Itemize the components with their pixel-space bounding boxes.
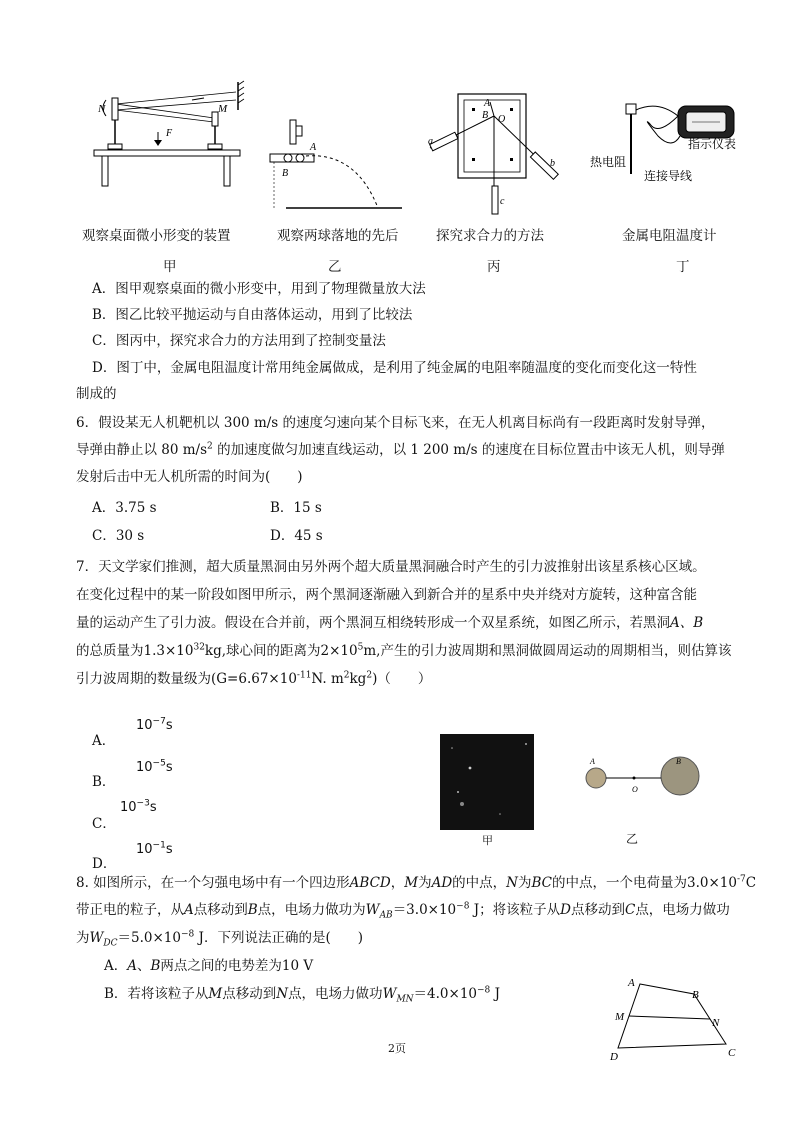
q7-line1: 7．天文学家们推测，超大质量黑洞由另外两个超大质量黑洞融合时产生的引力波推射出该星系核心区域。 [76, 559, 706, 575]
label-o-point: O [498, 114, 506, 125]
q7-option-b-letter: B． [92, 774, 116, 790]
thermometer-figure [588, 96, 768, 188]
q7-option-a-letter: A． [92, 733, 116, 749]
label-b-spring: b [550, 158, 555, 169]
q7-fig-label-yi: 乙 [626, 832, 639, 846]
label-meter: 指示仪表 [688, 137, 737, 151]
q6-option-b: B．15 s [270, 500, 322, 516]
q7-option-b-value: $10^{-5}s$ [136, 758, 173, 775]
q7-option-d-letter: D． [92, 856, 117, 872]
q8-option-b: B．若将该粒子从M点移动到N点，电场力做功$W_{MN}=4.0\times 10^{-8}$ J [104, 985, 500, 1005]
label-bing: 丙 [487, 259, 501, 275]
label-b-point: B [482, 110, 489, 121]
label-f: F [166, 128, 173, 139]
q8-point-c: C [728, 1047, 736, 1059]
label-n: N [98, 103, 106, 115]
label-ding: 丁 [676, 259, 690, 275]
desk-deformation-figure [88, 80, 246, 188]
caption-jia: 观察桌面微小形变的装置 [82, 228, 231, 244]
q6-option-a: A．3.75 s [92, 500, 157, 516]
galaxy-photo [440, 734, 534, 830]
q6-option-d: D．45 s [270, 528, 323, 544]
caption-ding: 金属电阻温度计 [622, 228, 717, 244]
q8-option-a: A．A、B两点之间的电势差为10 V [104, 958, 314, 974]
q7-fig-label-jia: 甲 [482, 834, 493, 847]
q7-option-c-value: $10^{-3}s$ [120, 798, 157, 815]
q8-point-b: B [692, 989, 699, 1001]
q7-line3: 量的运动产生了引力波。假设在合并前，两个黑洞互相绕转形成一个双星系统，如图乙所示，若黑洞A、B [76, 615, 704, 631]
label-a: A [310, 142, 317, 153]
label-b: B [282, 168, 289, 179]
q5-option-d-cont: 制成的 [76, 386, 117, 402]
q8-point-m: M [615, 1011, 625, 1023]
q6-option-c: C．30 s [92, 528, 145, 544]
q7-line2: 在变化过程中的某一阶段如图甲所示，两个黑洞逐渐融入到新合并的星系中央并绕对方旋转，这种富含能 [76, 587, 697, 603]
q5-option-b: B．图乙比较平抛运动与自由落体运动，用到了比较法 [92, 307, 413, 323]
q7-point-b: B [676, 757, 681, 766]
q6-line2: 导弹由静止以 80 $m/s^2$ 的加速度做匀加速直线运动，以 1 200 m/s 的速度在目标位置击中该无人机，则导弹 [76, 441, 725, 458]
q6-line3: 发射后击中无人机所需的时间为( ) [76, 469, 303, 485]
q5-option-a: A．图甲观察桌面的微小形变中，用到了物理微量放大法 [92, 281, 426, 297]
binary-blackhole-figure [580, 752, 710, 802]
force-composition-figure [410, 92, 575, 220]
label-jia: 甲 [163, 259, 177, 275]
q7-line5: 引力波周期的数量级为($G=6.67\times 10^{-11}N$. $m^2kg^2$)（ ） [76, 670, 432, 687]
q7-option-c-letter: C． [92, 816, 116, 832]
label-a-point: A [484, 98, 491, 109]
q7-option-d-value: $10^{-1}s$ [136, 840, 173, 857]
label-resistor: 热电阻 [590, 155, 627, 169]
q5-option-d: D．图丁中，金属电阻温度计常用纯金属做成，是利用了纯金属的电阻率随温度的变化而变化这一特性 [92, 360, 697, 376]
label-wire: 连接导线 [644, 169, 693, 183]
q7-option-a-value: $10^{-7}s$ [136, 716, 173, 733]
label-c-spring: c [500, 196, 505, 207]
label-a-spring: a [428, 136, 433, 147]
two-balls-figure [266, 112, 406, 212]
q8-line3: 为$W_{DC}=5.0\times 10^{-8}$ J．下列说法正确的是( ) [76, 929, 363, 949]
q5-option-c: C．图丙中，探究求合力的方法用到了控制变量法 [92, 333, 386, 349]
quadrilateral-figure [606, 974, 746, 1064]
q8-line2: 带正电的粒子，从A点移动到B点，电场力做功为$W_{AB}=3.0\times 10^{-8}$ J；将该粒子从D点移动到C点，电场力做功 [76, 901, 730, 921]
q6-line1: 6．假设某无人机靶机以 300 m/s 的速度匀速向某个目标飞来，在无人机离目标尚有一段距离时发射导弹， [76, 415, 715, 431]
q7-point-o: O [632, 785, 638, 794]
q8-line1: 8. 如图所示，在一个匀强电场中有一个四边形ABCD，M为AD的中点，N为BC的中点，一个电荷量为$3.0\times 10^{-7}C$ [76, 874, 757, 891]
q8-point-a: A [628, 977, 635, 989]
q8-point-n: N [712, 1017, 720, 1029]
q7-point-a: A [590, 757, 595, 766]
label-yi: 乙 [328, 259, 342, 275]
q8-point-d: D [610, 1051, 618, 1063]
caption-bing: 探究求合力的方法 [436, 228, 544, 244]
label-m: M [218, 103, 228, 115]
q7-line4: 的总质量为$1.3\times 10^{32}kg$,球心间的距离为$2\times 10^5m$,产生的引力波周期和黑洞做圆周运动的周期相当，则估算该 [76, 642, 732, 659]
caption-yi: 观察两球落地的先后 [277, 228, 399, 244]
page-number: 2页 [388, 1042, 406, 1055]
